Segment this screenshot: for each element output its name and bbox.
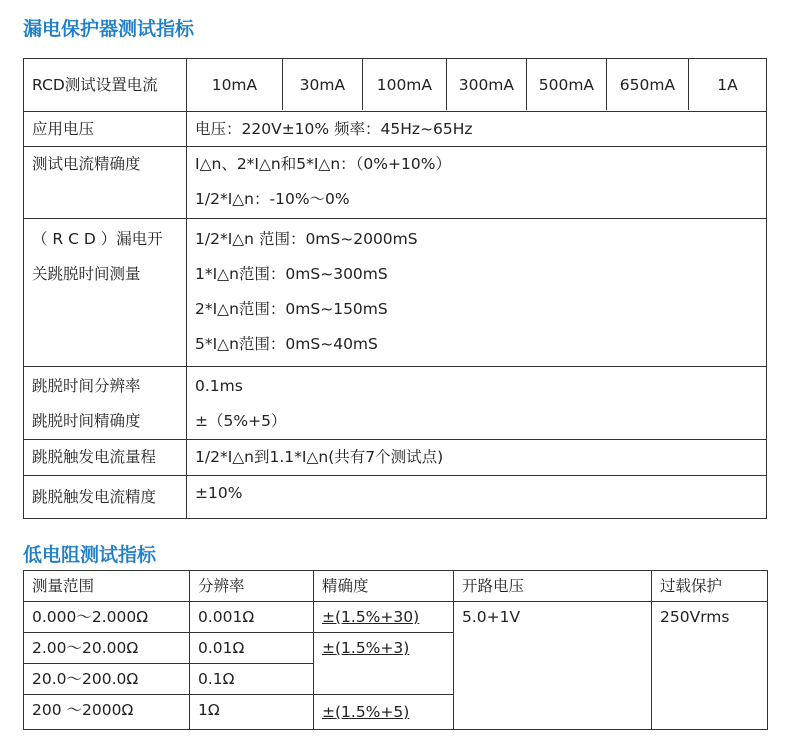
trip-label-line: 关跳脱时间测量 [32,265,141,283]
accuracy-values [187,147,767,219]
current-value: 30mA [283,59,363,110]
range-cell: 0.000～2.000Ω [24,602,190,633]
current-value: 300mA [447,59,527,110]
resolution-value: 0.1ms [195,377,243,395]
rcd-section-title: 漏电保护器测试指标 [23,18,195,40]
accuracy-label [24,147,187,219]
voltage-label: 应用电压 [24,112,187,147]
table-header-row [24,571,768,602]
resolution-value: ±（5%+5） [195,412,287,430]
table-row [24,367,767,440]
range-value: 1/2*I△n到1.1*I△n(共有7个测试点) [187,440,767,476]
trip-value: 1*I△n范围：0mS~300mS [195,265,388,283]
accuracy-cell [314,602,454,633]
current-value: 500mA [527,59,607,110]
resolution-labels [24,367,187,440]
trip-time-values [187,219,767,367]
current-values [187,59,767,112]
table-row [24,219,767,367]
resolution-cell: 1Ω [190,695,314,730]
table-row [24,602,768,633]
accuracy-text: ±(1.5%+30) [322,608,420,626]
overload-cell: 250Vrms [652,602,768,730]
trigger-accuracy-label: 跳脱触发电流精度 [24,476,187,519]
resolution-cell: 0.001Ω [190,602,314,633]
open-voltage-cell: 5.0+1V [454,602,652,730]
trip-time-label [24,219,187,367]
column-header: 过载保护 [652,571,768,602]
current-value: 100mA [363,59,447,110]
accuracy-cell [314,633,454,695]
table-row [24,476,767,519]
rcd-spec-table [23,58,767,519]
column-header: 分辨率 [190,571,314,602]
table-row [24,112,767,147]
resolution-values [187,367,767,440]
trigger-accuracy-value: ±10% [187,476,767,519]
accuracy-value: I△n、2*I△n和5*I△n：（0%+10%） [195,155,451,173]
column-header: 精确度 [314,571,454,602]
resolution-label: 跳脱时间分辨率 [32,377,141,395]
resolution-cell: 0.1Ω [190,664,314,695]
trip-value: 2*I△n范围：0mS~150mS [195,300,388,318]
current-value: 1A [717,76,738,94]
column-header: 测量范围 [24,571,190,602]
resolution-cell: 0.01Ω [190,633,314,664]
trip-value: 5*I△n范围：0mS~40mS [195,335,378,353]
table-row [24,147,767,219]
range-cell: 2.00～20.00Ω [24,633,190,664]
accuracy-text: ±(1.5%+5) [322,703,410,721]
accuracy-text: ±(1.5%+3) [322,639,410,657]
table-row [24,59,767,112]
table-row [24,440,767,476]
low-resistance-table [23,570,768,730]
column-header: 开路电压 [454,571,652,602]
current-value: 650mA [607,59,689,110]
accuracy-cell [314,695,454,730]
range-cell: 200 ～2000Ω [24,695,190,730]
voltage-value: 电压：220V±10% 频率：45Hz~65Hz [187,112,767,147]
trip-label-line: （ R C D ）漏电开 [32,230,163,248]
current-label: RCD测试设置电流 [24,59,187,112]
accuracy-label-text: 测试电流精确度 [32,155,141,173]
current-value: 10mA [187,59,283,110]
accuracy-value: 1/2*I△n：-10%～0% [195,190,350,208]
range-label: 跳脱触发电流量程 [24,440,187,476]
resolution-label: 跳脱时间精确度 [32,412,141,430]
low-resistance-section-title: 低电阻测试指标 [23,544,157,566]
trip-value: 1/2*I△n 范围：0mS~2000mS [195,230,418,248]
range-cell: 20.0～200.0Ω [24,664,190,695]
